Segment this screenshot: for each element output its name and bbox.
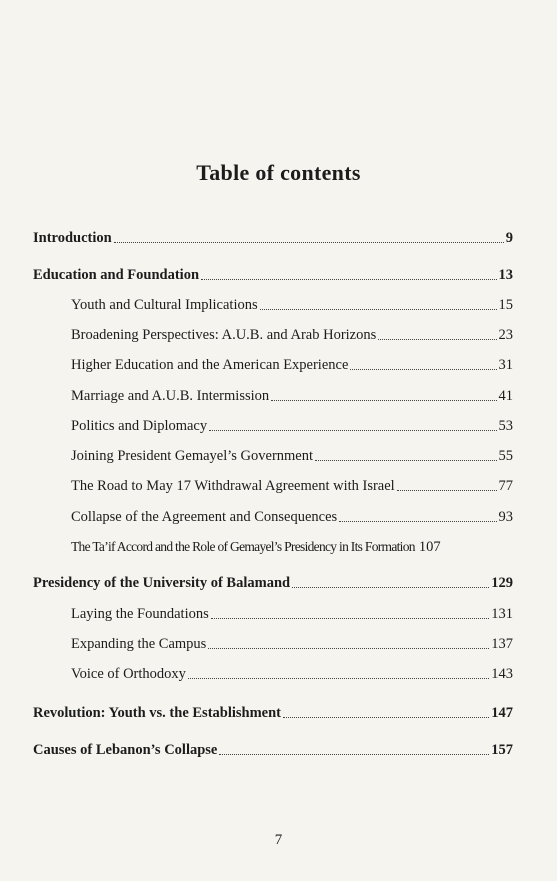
toc-entry-label: Expanding the Campus — [71, 636, 207, 652]
dot-leader — [219, 754, 489, 755]
dot-leader — [350, 369, 496, 370]
toc-entry-foundations[interactable] — [71, 606, 513, 623]
toc-entry-page: 147 — [491, 705, 513, 721]
toc-entry-page: 107 — [418, 539, 441, 555]
toc-entry-page: 157 — [491, 742, 513, 758]
toc-entry-page: 31 — [498, 357, 513, 373]
toc-entry-label: The Road to May 17 Withdrawal Agreement with Israel — [71, 478, 395, 494]
toc-entry-page: 77 — [498, 478, 513, 494]
toc-entry-page: 53 — [498, 418, 513, 434]
toc-entry-label: Presidency of the University of Balamand — [33, 575, 291, 591]
toc-entry-may-17[interactable] — [71, 478, 513, 495]
dot-leader — [315, 460, 496, 461]
dot-leader — [339, 521, 496, 522]
page-title: Table of contents — [196, 160, 361, 185]
toc-entry-youth[interactable] — [71, 297, 513, 314]
toc-entry-label: Revolution: Youth vs. the Establishment — [33, 705, 282, 721]
toc-entry-introduction[interactable] — [33, 230, 513, 247]
toc-entry-label: The Ta’if Accord and the Role of Gemayel’s Presidency in Its Formation — [71, 539, 415, 554]
dot-leader — [209, 430, 496, 431]
toc-entry-page: 13 — [498, 267, 513, 283]
dot-leader — [114, 242, 504, 243]
toc-entry-page: 15 — [498, 297, 513, 313]
dot-leader — [260, 309, 497, 310]
toc-entry-orthodoxy[interactable] — [71, 666, 513, 683]
toc-entry-taif-accord[interactable] — [71, 539, 513, 556]
toc-entry-label: Joining President Gemayel’s Government — [71, 448, 314, 464]
toc-entry-collapse-agreement[interactable] — [71, 509, 513, 526]
toc-entry-page: 129 — [491, 575, 513, 591]
toc-entry-page: 41 — [498, 388, 513, 404]
toc-entry-label: Introduction — [33, 230, 112, 246]
dot-leader — [397, 490, 497, 491]
toc-entry-label: Marriage and A.U.B. Intermission — [71, 388, 270, 404]
toc-entry-page: 23 — [498, 327, 513, 343]
toc-entry-politics[interactable] — [71, 418, 513, 435]
toc-entry-broadening[interactable] — [71, 327, 513, 344]
toc-entry-label: Education and Foundation — [33, 267, 200, 283]
toc-entry-lebanon-collapse[interactable] — [33, 742, 513, 759]
dot-leader — [378, 339, 496, 340]
dot-leader — [211, 618, 490, 619]
toc-entry-label: Voice of Orthodoxy — [71, 666, 186, 682]
dot-leader — [292, 587, 489, 588]
toc-entry-higher-education[interactable] — [71, 357, 513, 374]
toc-entry-page: 9 — [505, 230, 513, 246]
toc-entry-label: Laying the Foundations — [71, 606, 209, 622]
toc-entry-label: Collapse of the Agreement and Consequences — [71, 509, 338, 525]
toc-entry-page: 55 — [498, 448, 513, 464]
toc-entry-page: 93 — [498, 509, 513, 525]
toc-entry-revolution[interactable] — [33, 705, 513, 722]
toc-entry-campus[interactable] — [71, 636, 513, 653]
dot-leader — [271, 400, 496, 401]
toc-entry-label: Higher Education and the American Experience — [71, 357, 349, 373]
dot-leader — [283, 717, 489, 718]
toc-entry-page: 131 — [491, 606, 513, 622]
toc-entry-label: Broadening Perspectives: A.U.B. and Arab Horizons — [71, 327, 377, 343]
page-number: 7 — [274, 832, 283, 848]
toc-entry-balamand[interactable] — [33, 575, 513, 592]
toc-entry-gemayel-government[interactable] — [71, 448, 513, 465]
toc-entry-label: Causes of Lebanon’s Collapse — [33, 742, 218, 758]
toc-entry-page: 137 — [491, 636, 513, 652]
dot-leader — [188, 678, 489, 679]
toc-entry-education[interactable] — [33, 267, 513, 284]
toc-entry-page: 143 — [491, 666, 513, 682]
toc-entry-label: Politics and Diplomacy — [71, 418, 208, 434]
dot-leader — [208, 648, 489, 649]
toc-entry-marriage[interactable] — [71, 388, 513, 405]
dot-leader — [201, 279, 496, 280]
toc-entry-label: Youth and Cultural Implications — [71, 297, 258, 313]
